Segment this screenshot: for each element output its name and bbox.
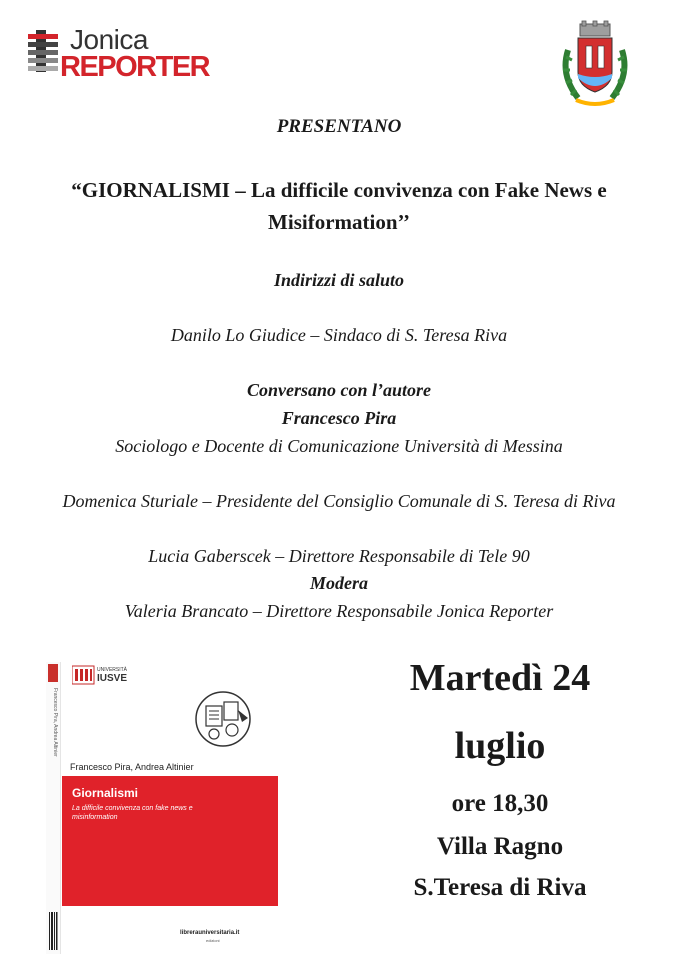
university-name: IUSVE (97, 673, 128, 684)
conversation-heading: Conversano con l’autore (246, 380, 432, 400)
author-name: Francesco Pira (281, 408, 397, 428)
event-title-line2: Misiformation’’ (268, 210, 410, 234)
book-title: Giornalismi (72, 786, 139, 800)
moderator-name: Valeria Brancato – Direttore Responsabile Jonica Reporter (124, 601, 554, 621)
book-cover (46, 662, 278, 954)
speaker-gaberscek: Lucia Gaberscek – Direttore Responsabile di Tele 90 (148, 546, 530, 566)
barcode-icon (48, 912, 58, 950)
event-venue: Villa Ragno (436, 833, 564, 860)
speaker-sturiale: Domenica Sturiale – Presidente del Consiglio Comunale di S. Teresa di Riva (62, 491, 616, 511)
greetings-heading: Indirizzi di saluto (273, 270, 405, 290)
book-publisher-sub: edizioni (206, 938, 220, 943)
news-illustration-icon (190, 688, 256, 750)
university-logo (72, 664, 128, 686)
presentano-heading: PRESENTANO (276, 116, 402, 137)
event-date-line1: Martedì 24 (409, 657, 591, 699)
publisher-mark-icon (48, 664, 58, 682)
greeting-speaker: Danilo Lo Giudice – Sindaco di S. Teresa Riva (170, 325, 508, 345)
event-town: S.Teresa di Riva (413, 874, 587, 901)
municipal-crest-icon (558, 20, 632, 110)
spine-authors: Francesco Pira, Andrea Altinier (52, 688, 58, 757)
book-authors: Francesco Pira, Andrea Altinier (70, 762, 194, 772)
event-date-line2: luglio (454, 725, 546, 767)
event-time: ore 18,30 (451, 790, 549, 817)
logo-jonica: Jonica (70, 24, 148, 55)
jonica-reporter-logo (22, 22, 222, 86)
author-role: Sociologo e Docente di Comunicazione Università di Messina (115, 436, 563, 456)
book-publisher: librerauniversitaria.it (180, 930, 240, 936)
university-label: UNIVERSITÀ (97, 667, 128, 673)
book-subtitle: La difficile convivenza con fake news e misinformation (72, 805, 193, 821)
logo-reporter: REPORTER (60, 51, 210, 83)
book-spine (46, 662, 61, 954)
moderator-heading: Modera (310, 573, 368, 593)
event-title-line1: “GIORNALISMI – La difficile convivenza con Fake News e (71, 178, 607, 202)
book-red-panel (62, 776, 278, 906)
